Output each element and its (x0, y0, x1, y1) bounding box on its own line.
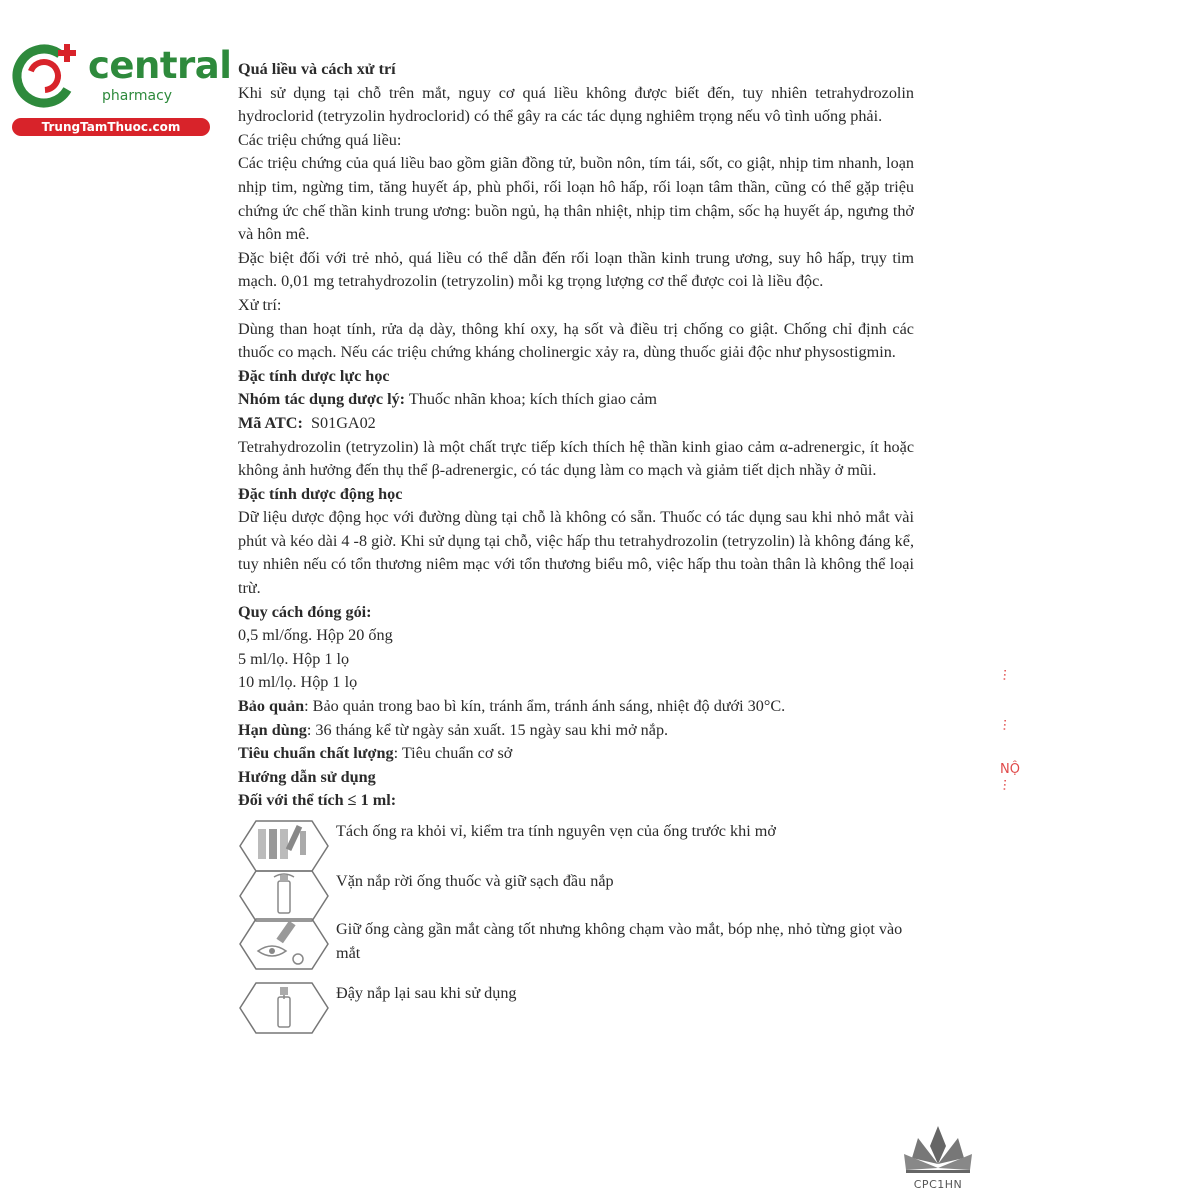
pharmacy-cross-logo-icon (10, 38, 88, 116)
pharmacokinetics-text: Dữ liệu dược động học với đường dùng tại chỗ là không có sẵn. Thuốc có tác dụng sau khi nhỏ mắt vài phút và kéo dài 4 -8 giờ. Khi sử dụng tại chỗ, việc hấp thu tetrahydrozolin (tetryzolin) là không đáng kể, tuy nhiên nếu có tổn thương niêm mạc với tổn thương biểu mô, việc hấp thu toàn thân là không thể loại trừ. (238, 508, 914, 598)
packaging-item: 0,5 ml/ống. Hộp 20 ống (238, 626, 393, 645)
stamp-line: ... (994, 777, 1011, 792)
storage-value: : Bảo quản trong bao bì kín, tránh ẩm, tránh ánh sáng, nhiệt độ dưới 30°C. (304, 697, 786, 716)
instruction-step (238, 915, 914, 979)
recap-icon (236, 979, 332, 1037)
group-label: Nhóm tác dụng dược lý: (238, 390, 406, 409)
pharmacodynamics-heading: Đặc tính dược lực học (238, 366, 390, 385)
pharmacokinetics-heading: Đặc tính dược động học (238, 484, 403, 503)
step-text: Giữ ống càng gần mắt càng tốt nhưng không chạm vào mắt, bóp nhẹ, nhỏ từng giọt vào mắt (336, 920, 903, 962)
stamp-line: ... (994, 667, 1011, 682)
instructions-subheading: Đối với thể tích ≤ 1 ml: (238, 791, 397, 810)
quality-line (238, 742, 914, 766)
leaflet-body (238, 58, 914, 1039)
step-text: Đậy nắp lại sau khi sử dụng (336, 984, 517, 1002)
brand-website[interactable]: TrungTamThuoc.com (12, 118, 210, 136)
approval-stamp (990, 622, 1030, 792)
brand-tagline: pharmacy (102, 88, 173, 104)
treatment-text: Dùng than hoạt tính, rửa dạ dày, thông khí oxy, hạ sốt và điều trị chống co giật. Chống chỉ định các thuốc co mạch. Nếu các triệu chứng kháng cholinergic xảy ra, dùng thuốc giải độc như physostigmin. (238, 319, 914, 362)
symptoms-label: Các triệu chứng quá liều: (238, 130, 402, 149)
packaging-item: 10 ml/lọ. Hộp 1 lọ (238, 673, 358, 692)
expiry-value: : 36 tháng kể từ ngày sản xuất. 15 ngày sau khi mở nắp. (306, 720, 669, 739)
brand-logo (10, 36, 232, 136)
pharmacodynamics-text: Tetrahydrozolin (tetryzolin) là một chất trực tiếp kích thích hệ thần kinh giao cảm α-adrenergic, ít hoặc không ảnh hưởng đến thụ thể β-adrenergic, có tác dụng làm co mạch và giảm tiết dịch nhầy ở mũi. (238, 437, 914, 480)
manufacturer-logo (898, 1124, 978, 1194)
treatment-label: Xử trí: (238, 295, 282, 314)
instruction-step (238, 817, 914, 867)
expiry-label: Hạn dùng (238, 720, 307, 739)
instruction-step (238, 867, 914, 915)
brand-name: central (88, 44, 232, 87)
overdose-heading: Quá liều và cách xử trí (238, 60, 396, 78)
instruction-step (238, 979, 914, 1039)
packaging-item: 5 ml/lọ. Hộp 1 lọ (238, 649, 350, 668)
atc-code (238, 412, 914, 436)
instruction-steps (238, 817, 914, 1039)
atc-value: S01GA02 (302, 413, 376, 432)
manufacturer-logo-text: CPC1HN (913, 1178, 963, 1191)
step-text: Tách ống ra khỏi vỉ, kiểm tra tính nguyên vẹn của ống trước khi mở (336, 822, 776, 840)
group-value: Thuốc nhãn khoa; kích thích giao cảm (405, 390, 657, 409)
storage-line (238, 695, 914, 719)
lotus-logo-icon (898, 1124, 978, 1178)
step-text: Vặn nắp rời ống thuốc và giữ sạch đầu nắp (336, 872, 614, 890)
storage-label: Bảo quản (238, 697, 305, 716)
atc-label: Mã ATC: (238, 413, 303, 432)
pharmacological-group (238, 388, 914, 412)
eye-drop-icon (236, 915, 332, 973)
overdose-intro: Khi sử dụng tại chỗ trên mắt, nguy cơ quá liều không được biết đến, tuy nhiên tetrahydrozolin hydroclorid (tetryzolin hydroclorid) có thể gây ra các tác dụng nghiêm trọng nếu vô tình uống phải. (238, 83, 914, 126)
quality-value: : Tiêu chuẩn cơ sở (393, 744, 513, 763)
stamp-line: NỘ (1000, 762, 1020, 777)
symptoms-text: Các triệu chứng của quá liều bao gồm giãn đồng tử, buồn nôn, tím tái, sốt, co giật, nhịp tim nhanh, loạn nhịp tim, ngừng tim, tăng huyết áp, phù phổi, rối loạn hô hấp, rối loạn tâm thần, cũng có thể gặp triệu chứng ức chế thần kinh trung ương: buồn ngủ, hạ thân nhiệt, nhịp tim chậm, sốc hạ huyết áp, ngưng thở và hôn mê. (238, 154, 914, 244)
instructions-heading: Hướng dẫn sử dụng (238, 767, 376, 786)
children-warning: Đặc biệt đối với trẻ nhỏ, quá liều có thể dẫn đến rối loạn thần kinh trung ương, suy hô hấp, trụy tim mạch. 0,01 mg tetrahydrozolin (tetryzolin) mỗi kg trọng lượng cơ thể được coi là liều độc. (238, 248, 914, 291)
expiry-line (238, 719, 914, 743)
packaging-heading: Quy cách đóng gói: (238, 602, 372, 621)
quality-label: Tiêu chuẩn chất lượng (238, 744, 394, 763)
stamp-line: ... (994, 717, 1011, 732)
